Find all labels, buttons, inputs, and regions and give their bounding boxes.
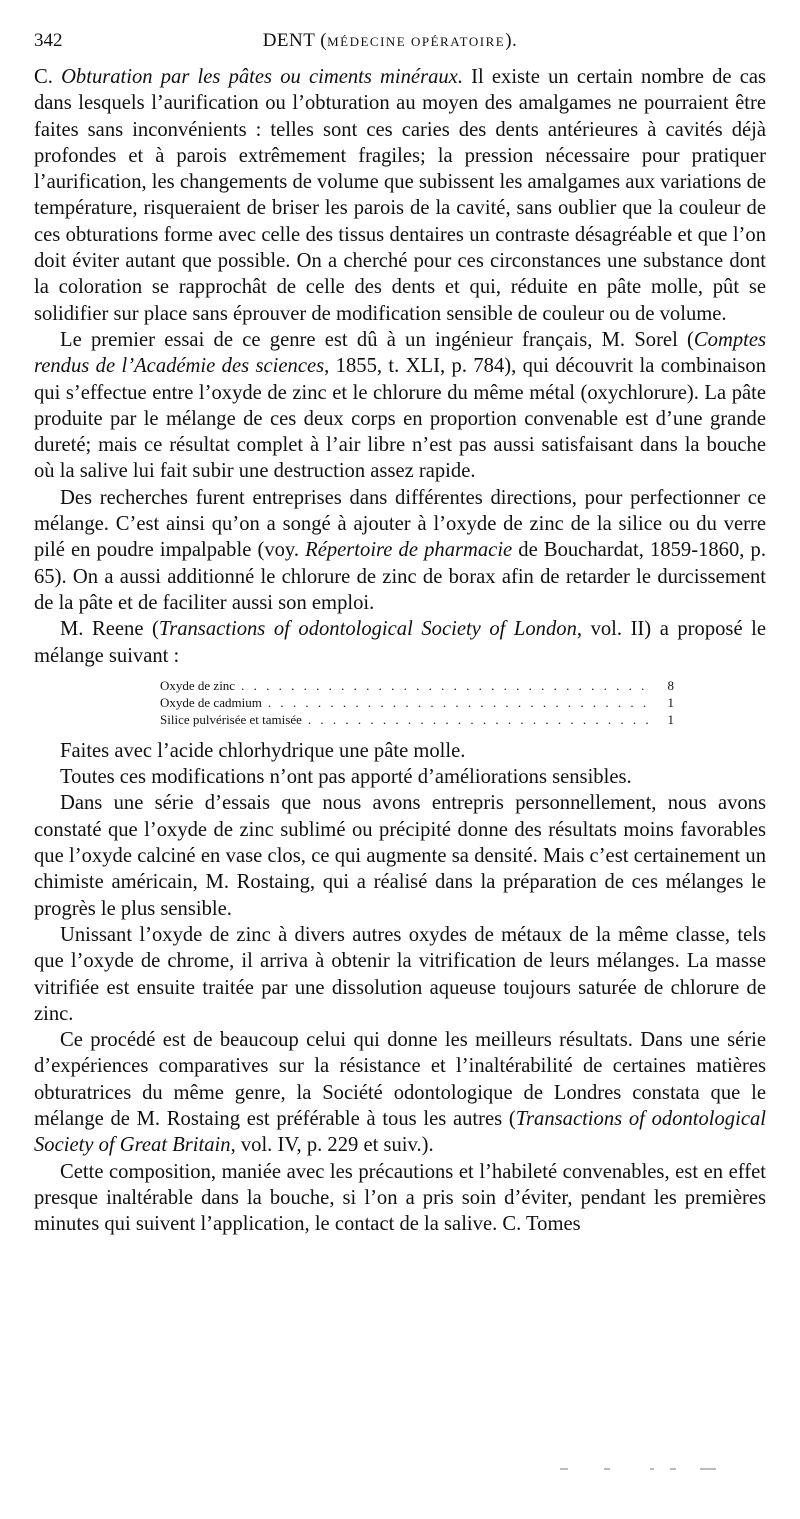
recipe-quantity: 8 — [667, 677, 674, 693]
running-title — [74, 30, 766, 52]
paragraph-text: Ce procédé est de beaucoup celui qui donne les meilleurs résultats. Dans une série d’expériences comparatives sur la résistance et l’inaltérabilité de certaines matières obturatrices du même genre, la Société odontologique de Londres constata que le mélange de M. Rostaing est préférable à tous les autres ( — [34, 1029, 766, 1130]
running-title-main: DENT ( — [262, 30, 328, 51]
paragraph-faites: Faites avec l’acide chlorhydrique une pâte molle. — [60, 739, 466, 762]
recipe-quantity: 1 — [667, 694, 674, 710]
citation-title: Comptes rendus de l’Académie des sciences — [34, 328, 766, 378]
paragraph-composition: Cette composition, maniée avec les précautions et l’habileté convenables, est en effet presque inaltérable dans la bouche, si l’on a pris soin d’éviter, pendant les premières minutes qui suivent l’application, le contact de la salive. C. Tomes — [34, 1160, 766, 1236]
recipe-ingredient: Oxyde de cadmium — [160, 694, 262, 710]
print-bleed-marks — [560, 1468, 740, 1474]
recipe-ingredient: Silice pulvérisée et tamisée — [160, 711, 302, 727]
paragraph-text: Des recherches furent entreprises dans différentes directions, pour perfectionner ce mélange. C’est ainsi qu’on a songé à ajouter à l’oxyde de zinc de la silice ou du verre pilé en poudre impalpable (voy. — [34, 486, 766, 562]
citation-title: Transactions of odontological Society of London — [158, 618, 577, 641]
section-letter: C. — [34, 66, 62, 88]
running-header — [34, 30, 766, 64]
recipe-table — [160, 677, 674, 728]
leader-dots — [308, 711, 654, 728]
paragraph-text: de Bouchardat, 1859-1860, p. 65). On a aussi additionné le chlorure de zinc de borax afin de retarder le durcissement de la pâte et de faciliter aussi son emploi. — [34, 539, 766, 614]
paragraph-text: Le premier essai de ce genre est dû à un ingénieur français, M. Sorel ( — [60, 328, 694, 351]
running-title-smallcaps: MÉDECINE OPÉRATOIRE — [327, 34, 506, 49]
paragraph-sorel — [34, 327, 766, 485]
paragraph-reene — [34, 616, 766, 669]
running-title-end: ). — [505, 30, 518, 51]
paragraph-procede — [34, 1027, 766, 1158]
recipe-quantity: 1 — [667, 711, 674, 727]
paragraph-text: Il existe un certain nombre de cas dans lesquels l’aurification ou l’obturation au moyen des amalgames ne pourraient être faites sans inconvénients : telles sont ces caries des dents antérieures à cavités déjà profondes et à parois extrêmement fragiles; la pression nécessaire pour pratiquer l’aurification, les changements de volume que subissent les amalgames aux variations de température, risqueraient de briser les parois de la cavité, sans oublier que la couleur de ces obturations forme avec celle des tissus dentaires un contraste désagréable et que l’on doit éviter autant que possible. On a cherché pour ces circonstances une substance dont la coloration se rapprochât de celle des dents et qui, réduite en pâte molle, pût se solidifier sur place sans éprouver de modification sensible de couleur ou de volume. — [34, 66, 767, 325]
citation-title: Transactions of odontological Society of Great Britain — [34, 1107, 766, 1157]
paragraph-vitrification: Unissant l’oxyde de zinc à divers autres oxydes de métaux de la même classe, tels que l’oxyde de chrome, il arriva à obtenir la vitrification de leurs mélanges. La masse vitrifiée est ensuite traitée par une dissolution aqueuse toujours saturée de chlorure de zinc. — [34, 923, 766, 1025]
section-heading: Obturation par les pâtes ou ciments minéraux. — [61, 66, 463, 88]
recipe-row — [160, 694, 674, 711]
citation-title: Répertoire de pharmacie — [305, 539, 513, 562]
paragraph-text: , 1855, t. XLI, p. 784), qui découvrit la combinaison qui s’effectue entre l’oxyde de zinc et le chlorure du même métal (oxychlorure). La pâte produite par le mélange de ces deux corps en proportion convenable est d’une grande dureté; mais ce résultat complet à l’air libre n’est pas aussi satisfaisant dans la bouche où la salive lui fait subir une destruction assez rapide. — [34, 355, 767, 483]
paragraph-text: M. Reene ( — [60, 618, 159, 641]
recipe-row — [160, 711, 674, 728]
article-body — [34, 64, 766, 1237]
paragraph-text: , vol. II) a proposé le mélange suivant : — [34, 618, 766, 667]
leader-dots — [268, 694, 654, 711]
page-number: 342 — [34, 30, 63, 51]
paragraph-obturation-pates — [34, 64, 766, 327]
paragraph-essais: Dans une série d’essais que nous avons entrepris personnellement, nous avons constaté que l’oxyde de zinc sublimé ou précipité donne des résultats moins favorables que l’oxyde calciné en vase clos, ce qui augmente sa densité. Mais c’est certainement un chimiste américain, M. Rostaing, qui a réalisé dans la préparation de ces mélanges le progrès le plus sensible. — [34, 792, 766, 920]
recipe-ingredient: Oxyde de zinc — [160, 677, 236, 693]
paragraph-text: , vol. IV, p. 229 et suiv.). — [230, 1134, 434, 1157]
paragraph-modifications: Toutes ces modifications n’ont pas apporté d’améliorations sensibles. — [60, 766, 632, 789]
paragraph-recherches — [34, 485, 766, 616]
recipe-row — [160, 677, 674, 694]
leader-dots — [241, 677, 654, 694]
